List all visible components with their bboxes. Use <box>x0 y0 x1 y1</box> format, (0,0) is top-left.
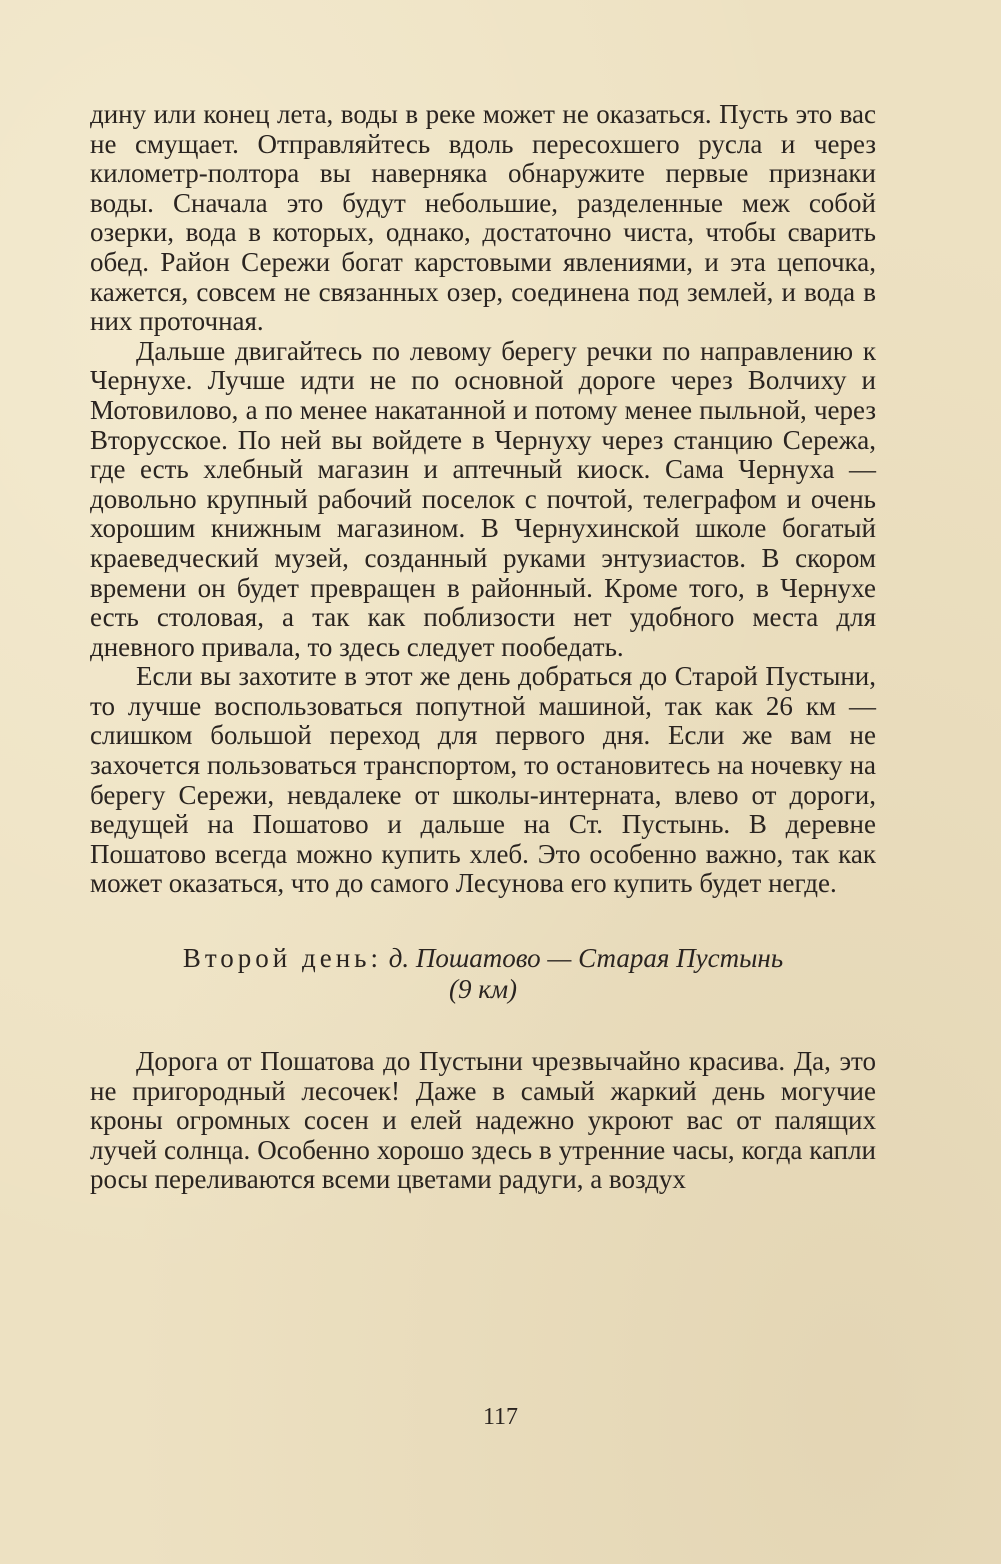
paragraph-continuation: дину или конец лета, воды в реке может не оказаться. Пусть это вас не смущает. Отправляйтесь вдоль пересохшего русла и через километр-полтора вы наверняка обнаружите первые признаки воды. Сначала это будут небольшие, разделенные меж собой озерки, вода в которых, однако, достаточно чиста, чтобы сварить обед. Район Сережи богат карстовыми явлениями, и эта цепочка, кажется, совсем не связанных озер, соединена под землей, и вода в них проточная. <box>90 99 876 337</box>
section-heading <box>90 943 876 1005</box>
body-text <box>90 100 876 1195</box>
paragraph-route-to-chernukha: Дальше двигайтесь по левому берегу речки по направлению к Чернухе. Лучше идти не по основной дороге через Волчиху и Мотовилово, а по менее накатанной и потому менее пыльной, через Вторусское. По ней вы войдете в Чернуху через станцию Сережа, где есть хлебный магазин и аптечный киоск. Сама Чернуха — довольно крупный рабочий поселок с почтой, телеграфом и очень хорошим книжным магазином. В Чернухинской школе богатый краеведческий музей, созданный руками энтузиастов. В скором времени он будет превращен в районный. Кроме того, в Чернухе есть столовая, а так как поблизости нет удобного места для дневного привала, то здесь следует пообедать. <box>90 335 876 662</box>
heading-route: д. Пошатово — Старая Пустынь <box>388 943 784 974</box>
page-number: 117 <box>482 1404 519 1430</box>
paragraph-road-description: Дорога от Пошатова до Пустыни чрезвычайно красива. Да, это не пригородный лесочек! Даже в самый жаркий день могучие кроны огромных сосен и елей надежно укроют вас от палящих лучей солнца. Особенно хорошо здесь в утренние часы, когда капли росы переливаются всеми цветами радуги, а воздух <box>90 1046 876 1195</box>
heading-distance: (9 км) <box>448 974 518 1005</box>
heading-day-label: Второй день: <box>182 943 382 974</box>
paragraph-to-staraya-pustyn: Если вы захотите в этот же день добраться до Старой Пустыни, то лучше воспользоваться попутной машиной, так как 26 км — слишком большой переход для первого дня. Если же вам не захочется пользоваться транспортом, то остановитесь на ночевку на берегу Сережи, невдалеке от школы-интерната, влево от дороги, ведущей на Пошатово и дальше на Ст. Пустынь. В деревне Пошатово всегда можно купить хлеб. Это особенно важно, так как может оказаться, что до самого Лесунова его купить будет негде. <box>90 661 876 899</box>
